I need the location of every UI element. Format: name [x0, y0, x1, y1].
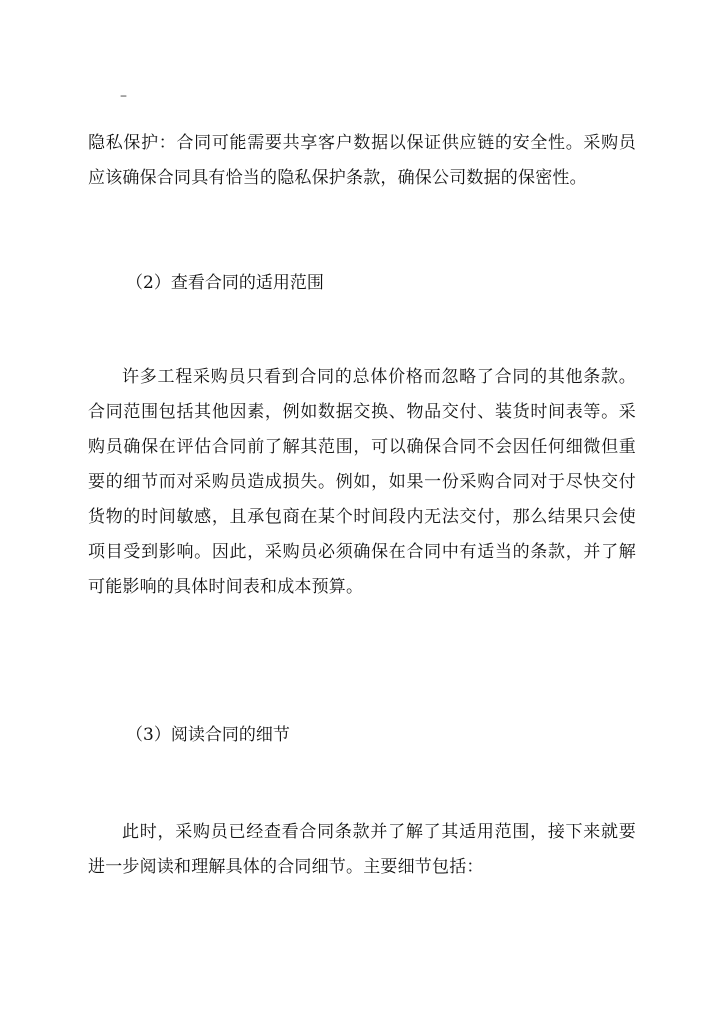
details-paragraph-text: 此时，采购员已经查看合同条款并了解了其适用范围，接下来就要进一步阅读和理解具体的合同细节。主要细节包括：	[88, 822, 636, 877]
privacy-paragraph-text: 隐私保护：合同可能需要共享客户数据以保证供应链的安全性。采购员应该确保合同具有恰当的隐私保护条款，确保公司数据的保密性。	[88, 133, 636, 188]
scope-paragraph	[88, 360, 636, 605]
privacy-paragraph	[88, 126, 636, 196]
scope-paragraph-text: 许多工程采购员只看到合同的总体价格而忽略了合同的其他条款。合同范围包括其他因素，例如数据交换、物品交付、装货时间表等。采购员确保在评估合同前了解其范围，可以确保合同不会因任何细微但重要的细节而对采购员造成损失。例如，如果一份采购合同对于尽快交付货物的时间敏感，且承包商在某个时间段内无法交付，那么结果只会使项目受到影响。因此，采购员必须确保在合同中有适当的条款，并了解可能影响的具体时间表和成本预算。	[88, 367, 636, 597]
section-heading-details: （3）阅读合同的细节	[126, 725, 290, 745]
details-paragraph	[88, 815, 636, 885]
page-top-dash: –	[120, 88, 127, 104]
section-heading-scope: （2）查看合同的适用范围	[126, 273, 324, 293]
